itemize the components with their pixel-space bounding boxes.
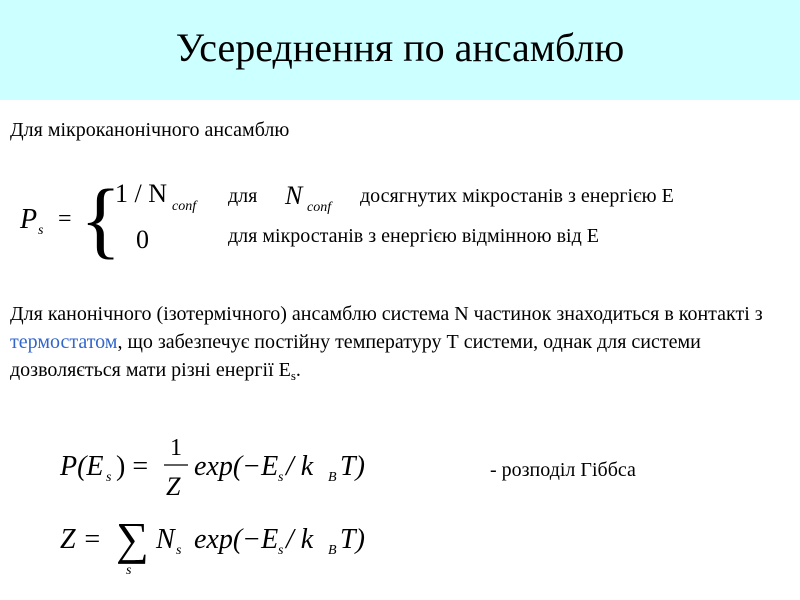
sum-sign: ∑: [116, 513, 149, 564]
gibbs-lhs-close: ) =: [116, 451, 149, 482]
inline-nconf: [285, 176, 355, 216]
z-exp: exp(−E: [194, 524, 279, 555]
case2-text: для мікростанів з енергією відмінною від Е: [228, 225, 599, 247]
case1-conf-sub: conf: [172, 199, 197, 214]
inline-conf-sub: conf: [307, 200, 332, 215]
page-title: Усереднення по ансамблю: [175, 25, 625, 70]
para-sub: s: [290, 368, 296, 383]
gibbs-rhs: exp(−E: [194, 451, 279, 482]
inline-n: N: [285, 181, 303, 210]
z-end: T): [340, 524, 365, 555]
ps-equals: =: [58, 206, 72, 232]
sum-index: s: [126, 563, 132, 578]
z-mid: / k: [286, 524, 314, 555]
ps-lhs: P: [20, 204, 38, 235]
frac-num: 1: [170, 435, 182, 461]
z-mid-sub: B: [328, 543, 337, 558]
case1-value: 1 / N: [115, 179, 167, 208]
z-exp-sub: s: [278, 543, 284, 558]
frac-den: Z: [166, 472, 181, 501]
gibbs-lhs: P(E: [60, 451, 104, 482]
ps-formula: [20, 170, 220, 270]
z-n: N: [156, 524, 175, 555]
brace: {: [80, 171, 122, 267]
gibbs-rhs-mid: / k: [286, 451, 314, 482]
ps-lhs-sub: s: [38, 223, 44, 238]
case1-text: досягнутих мікростанів з енергією Е: [360, 185, 674, 207]
z-lhs: Z =: [60, 524, 102, 555]
gibbs-lhs-sub: s: [106, 470, 112, 485]
partition-formula: [60, 508, 390, 588]
para-text-1: Для канонічного (ізотермічного) ансамблю система N частинок знаходиться в контакті з: [10, 303, 763, 325]
case1-prefix: для: [228, 185, 258, 207]
para-text-2: , що забезпечує постійну температуру Т системи, однак для системи дозволяється мати різні енергії E: [10, 331, 701, 381]
z-n-sub: s: [176, 543, 182, 558]
canonical-paragraph: [10, 300, 770, 390]
para-end: .: [295, 359, 301, 381]
gibbs-rhs-sub: s: [278, 470, 284, 485]
thermostat-link[interactable]: термостатом: [10, 331, 118, 353]
case2-value: 0: [136, 225, 149, 254]
gibbs-label: - розподіл Гіббса: [490, 459, 636, 481]
intro-text: Для мікроканонічного ансамблю: [10, 119, 290, 141]
gibbs-formula: [60, 425, 390, 505]
gibbs-rhs-end: T): [340, 451, 365, 482]
gibbs-rhs-sub2: B: [328, 470, 337, 485]
